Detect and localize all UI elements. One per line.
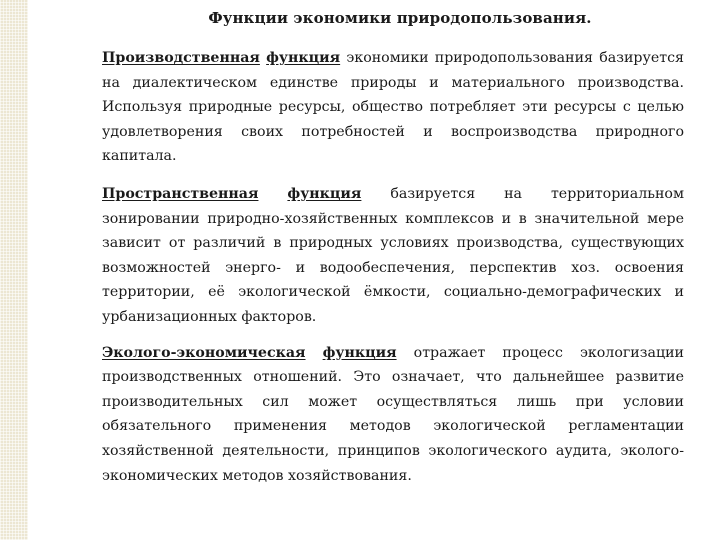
term-function: функция (287, 185, 362, 202)
paragraph-text: базируется на территориальном зонировании природно-хозяйственных комплексов и в значительной мере зависит от различий в природных условиях производства, существующих возможностей энерго- и водообеспечения, перспектив хоз. освоения территории, её экологической ёмкости, социально-демографических и урбанизационных факторов. (102, 185, 684, 325)
paragraph-production-function (102, 46, 684, 169)
paragraph-text: отражает процесс экологизации производственных отношений. Это означает, что дальнейшее развитие производительных сил может осуществляться лишь при условии обязательного применения методов экологической регламентации хозяйственной деятельности, принципов экологического аудита, эколого-экономических методов хозяйствования. (102, 344, 684, 484)
document-body (102, 46, 684, 488)
page-title: Функции экономики природопользования. (208, 9, 592, 27)
term-function: функция (322, 344, 397, 361)
term-production: Производственная (102, 50, 260, 66)
term-function: функция (266, 50, 341, 66)
paragraph-eco-economic-function (102, 341, 684, 489)
paragraph-spatial-function (102, 182, 684, 330)
term-spatial: Пространственная (102, 185, 259, 202)
term-eco-economic: Эколого-экономическая (102, 344, 306, 361)
decorative-side-strip (0, 0, 28, 540)
paragraph-text: экономики природопользования базируется на диалектическом единстве природы и материального производства. Используя природные ресурсы, общество потребляет эти ресурсы с целью удовлетворения своих потребностей и воспроизводства природного капитала. (102, 50, 684, 165)
